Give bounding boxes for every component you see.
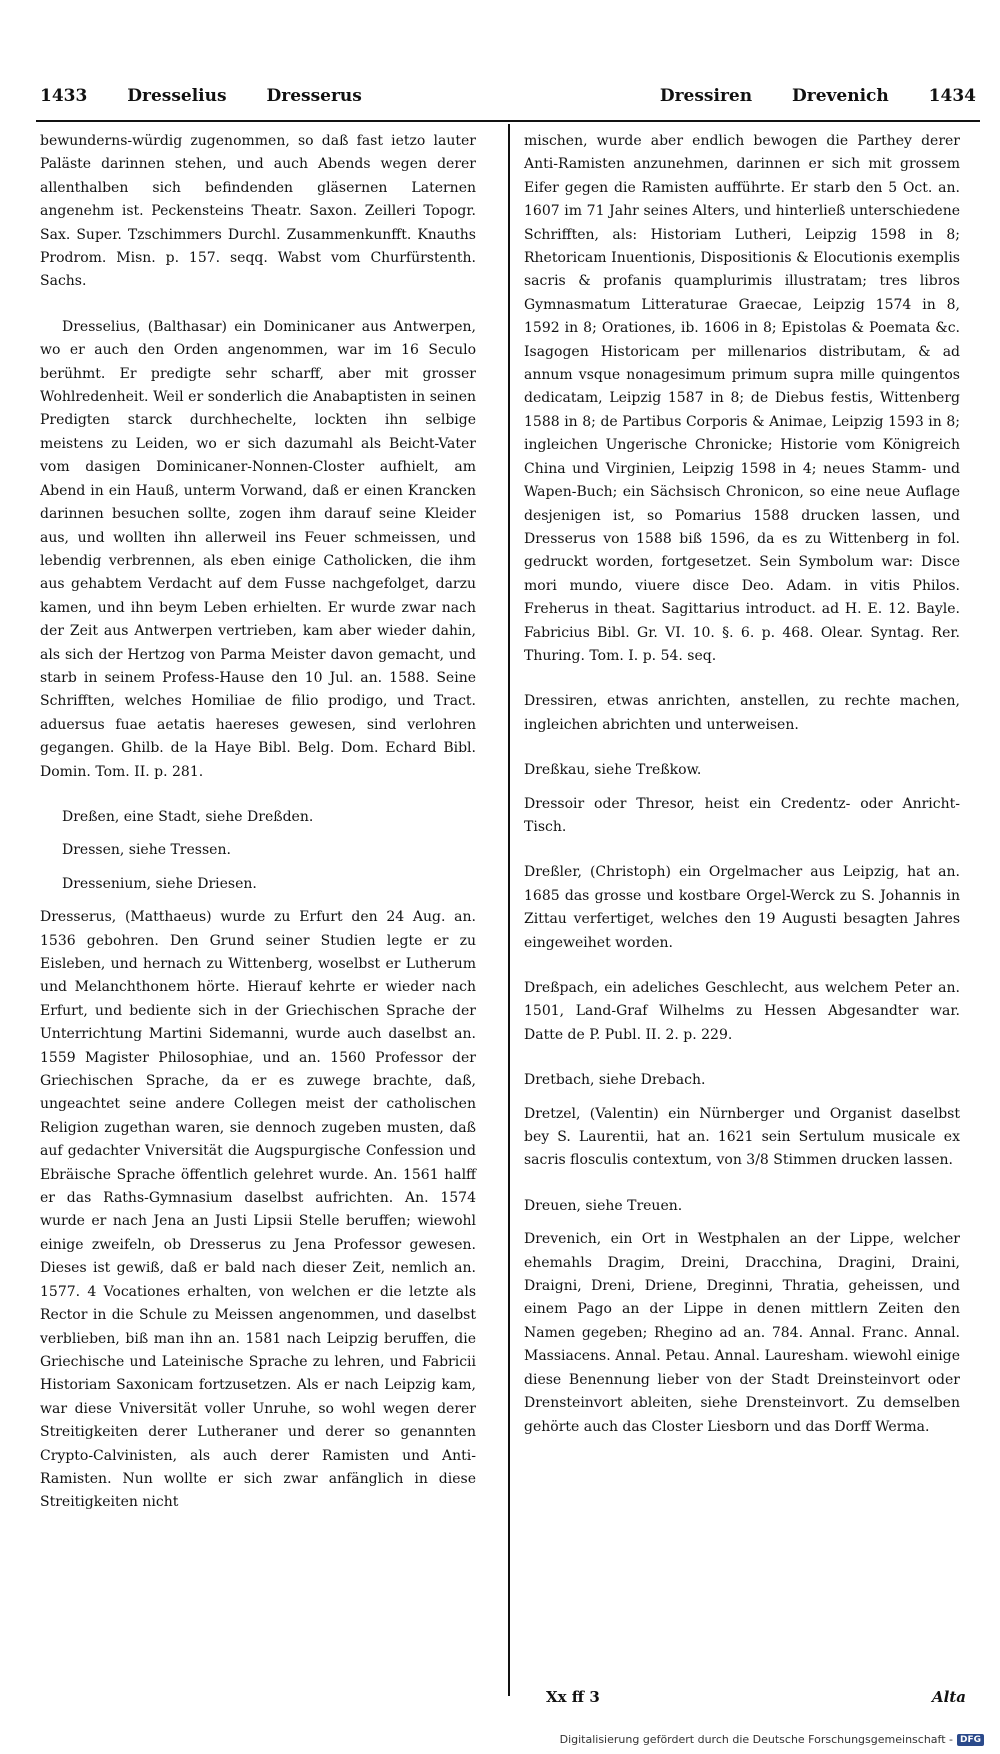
signature-mark: Xx ff 3: [546, 1688, 600, 1706]
entry-dresserus: Dresserus, (Matthaeus) wurde zu Erfurt den 24 Aug. an. 1536 gebohren. Den Grund seiner Studien legte er zu Eisleben, und hernach zu Wittenberg, woselbst er Lutherum und Melanchthonem hörte. Hierauf kehrte er wieder nach Erfurt, und bediente sich in der Griechischen Sprache der Unterrichtung Martini Sidemanni, wurde auch daselbst an. 1559 Magister Philosophiae, und an. 1560 Professor der Griechischen Sprache, da er es zuwege brachte, daß, ungeachtet seine andere Collegen meist der catholischen Religion zugethan waren, sie dennoch zugeben musten, daß auf gedachter Vniversität die Augspurgische Confession und Ebräische Sprache öffentlich gelehret wurde. An. 1561 halff er das Raths-Gymnasium daselbst aufrichten. An. 1574 wurde er nach Jena an Justi Lipsii Stelle beruffen; wiewohl einige zweifeln, ob Dresserus zu Jena Professor gewesen. Dieses ist gewiß, daß er bald nach dieser Zeit, nemlich an. 1577. 4 Vocationes erhalten, von welchen er die letzte als Rector in die Schule zu Meissen angenommen, und daselbst verblieben, biß man ihn an. 1581 nach Leipzig beruffen, die Griechische und Lateinische Sprache zu lehren, und Fabricii Historiam Saxonicam fortzusetzen. Als er nach Leipzig kam, war diese Vniversität voller Unruhe, so wohl wegen derer Streitigkeiten derer Lutheraner und derer so genannten Crypto-Calvinisten, als auch derer Ramisten und Anti-Ramisten. Nun wollte er sich zwar anfänglich in diese Streitigkeiten nicht: [40, 909, 476, 1511]
left-keyword-second: Dresserus: [266, 86, 362, 106]
entry-dressiren: Dressiren, etwas anrichten, anstellen, zu rechte machen, ingleichen abrichten und unterweisen.: [524, 693, 960, 733]
entry-dressenium: Dressenium, siehe Driesen.: [62, 875, 257, 892]
entry-dresselius: Dresselius, (Balthasar) ein Dominicaner aus Antwerpen, wo er auch den Orden angenommen, war im 16 Seculo berühmt. Er predigte sehr scharff, aber mit grosser Wohlredenheit. Weil er sonderlich die Anabaptisten in seinen Predigten starck durchhechelte, lockten ihn selbige meistens zu Leiden, wo er sich dazumahl als Beicht-Vater vom dasigen Dominicaner-Nonnen-Closter aufhielt, am Abend in ein Hauß, unterm Vorwand, daß er einen Krancken darinnen besuchen sollte, zogen ihm darauf seine Kleider aus, und wollten ihn allerweil ins Feuer schmeissen, und lebendig verbrennen, als eben einige Catholicken, die ihm aus gehabtem Verdacht auf dem Fusse nachgefolget, darzu kamen, und ihn beym Leben erhielten. Er wurde zwar nach der Zeit aus Antwerpen vertrieben, kam aber wieder dahin, als sich der Hertzog von Parma Meister davon gemacht, und starb in seinem Profess-Hause den 10 Jul. an. 1588. Seine Schrifften, welches Homiliae de filio prodigo, und Tract. aduersus fuae aetatis haereses gewesen, sind verlohren gegangen. Ghilb. de la Haye Bibl. Belg. Dom. Echard Bibl. Domin. Tom. II. p. 281.: [40, 318, 476, 780]
entry-dressen-city: Dreßen, eine Stadt, siehe Dreßden.: [62, 808, 314, 825]
left-page-number: 1433: [40, 86, 88, 106]
dfg-logo-icon: DFG: [957, 1734, 984, 1746]
credit-text: Digitalisierung gefördert durch die Deutsche Forschungsgemeinschaft -: [559, 1733, 953, 1746]
right-keyword-second: Drevenich: [792, 86, 889, 106]
right-column: [524, 130, 960, 1461]
entry-dretzel: Dretzel, (Valentin) ein Nürnberger und Organist daselbst bey S. Laurentii, hat an. 1621 sein Sertulum musicale ex sacris flosculis contextum, von 3/8 Stimmen drucken lassen.: [524, 1105, 960, 1169]
entry-dresskau: Dreßkau, siehe Treßkow.: [524, 762, 702, 779]
running-head: [36, 80, 980, 122]
entry-dressoir: Dressoir oder Thresor, heist ein Credentz- oder Anricht-Tisch.: [524, 795, 960, 835]
entry-dresserus-continuation: mischen, wurde aber endlich bewogen die Parthey derer Anti-Ramisten anzunehmen, darinnen er sich mit grossem Eifer gegen die Ramisten aufführte. Er starb den 5 Oct. an. 1607 im 71 Jahr seines Alters, und hinterließ unterschiedene Schrifften, als: Historiam Lutheri, Leipzig 1598 in 8; Rhetoricam Inuentionis, Dispositionis & Elocutionis exemplis sacris & profanis quamplurimis illustratam; tres libros Gymnasmatum Litteraturae Graecae, Leipzig 1574 in 8, 1592 in 8; Orationes, ib. 1606 in 8; Epistolas & Poemata &c. Isagogen Historicam per millenarios distributam, & ad annum vsque nonagesimum primum supra mille quingentos dedicatam, Leipzig 1587 in 8; de Diebus festis, Wittenberg 1588 in 8; de Partibus Corporis & Animae, Leipzig 1593 in 8; ingleichen Ungerische Chronicke; Historie vom Königreich China und Virginien, Leipzig 1598 in 4; neues Stamm- und Wapen-Buch; ein Sächsisch Chronicon, so eine neue Auflage desjenigen ist, so Pomarius 1588 drucken lassen, und Dresserus von 1588 biß 1596, da es zu Wittenberg in fol. gedruckt worden, fortgesetzet. Sein Symbolum war: Disce mori mundo, viuere disce Deo. Adam. in vitis Philos. Freherus in theat. Sagittarius introduct. ad H. E. 12. Bayle. Fabricius Bibl. Gr. VI. 10. §. 6. p. 468. Olear. Syntag. Rer. Thuring. Tom. I. p. 54. seq.: [524, 133, 960, 664]
entry-dressler: Dreßler, (Christoph) ein Orgelmacher aus Leipzig, hat an. 1685 das grosse und kostbare Orgel-Werck zu S. Johannis in Zittau verfertiget, welches den 19 Augusti besagten Jahres eingeweihet worden.: [524, 864, 960, 951]
digitization-credit: [560, 1733, 984, 1746]
left-keyword-first: Dresselius: [127, 86, 227, 106]
entry-drevenich: Drevenich, ein Ort in Westphalen an der Lippe, welcher ehemahls Dragim, Dreini, Dracchina, Dragini, Draini, Draigni, Dreni, Driene, Dreginni, Thratia, geheissen, und einem Pago an der Lippe in denen mittlern Zeiten den Namen gegeben; Rhegino ad an. 784. Annal. Franc. Annal. Massiacens. Annal. Petau. Annal. Lauresham. wiewohl einige diese Benennung lieber von der Stadt Dreinsteinvort oder Drensteinvort ableiten, siehe Drensteinvort. Zu demselben gehörte auch das Closter Liesborn und das Dorff Werma.: [524, 1231, 960, 1435]
right-keyword-first: Dressiren: [659, 86, 753, 106]
running-head-right: [626, 86, 976, 106]
entry-dresden-continuation: bewunderns-würdig zugenommen, so daß fast ietzo lauter Paläste darinnen stehen, und auch Abends wegen derer allenthalben sich befindenden gläsernen Laternen angenehm ist. Peckensteins Theatr. Saxon. Zeilleri Topogr. Sax. Super. Tzschimmers Durchl. Zusammenkunfft. Knauths Prodrom. Misn. p. 157. seqq. Wabst vom Churfürstenth. Sachs.: [40, 133, 476, 290]
printer-signature-line: [546, 1688, 966, 1706]
entry-dretbach: Dretbach, siehe Drebach.: [524, 1072, 706, 1089]
running-head-left: [40, 86, 396, 106]
entry-dresspach: Dreßpach, ein adeliches Geschlecht, aus welchem Peter an. 1501, Land-Graf Wilhelms zu Hessen Abgesandter war. Datte de P. Publ. II. 2. p. 229.: [524, 980, 960, 1043]
column-divider: [508, 124, 510, 1696]
entry-dreuen: Dreuen, siehe Treuen.: [524, 1197, 683, 1214]
catchword: Alta: [932, 1688, 966, 1706]
left-column: [40, 130, 476, 1537]
entry-dressen: Dressen, siehe Tressen.: [62, 842, 231, 859]
lexicon-page: [36, 80, 980, 1720]
right-page-number: 1434: [928, 86, 976, 106]
